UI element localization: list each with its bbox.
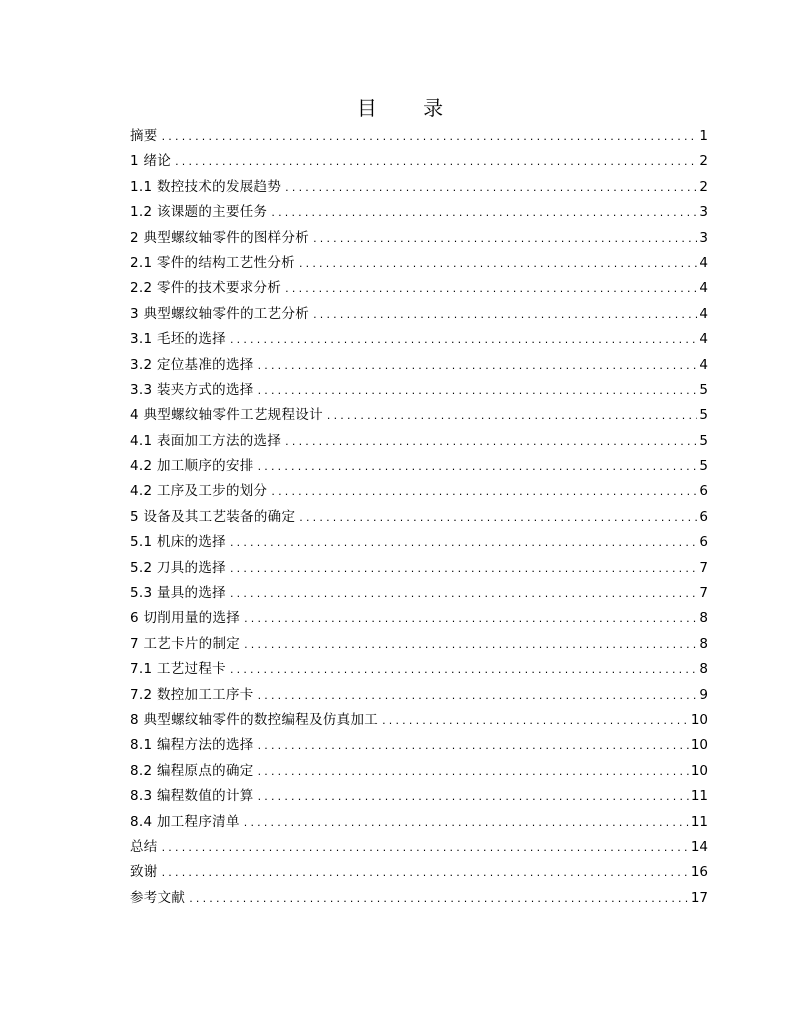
toc-entry: [130, 353, 708, 378]
toc-entry-page-number: 2: [699, 153, 708, 170]
toc-entry: [130, 733, 708, 758]
toc-dot-leader: [230, 327, 697, 352]
toc-entry-page-number: 14: [690, 838, 708, 855]
toc-entry-page-number: 8: [699, 610, 708, 627]
toc-entry-label: 参考文献: [130, 889, 186, 906]
toc-entry-label: 4.2 工序及工步的划分: [130, 483, 268, 500]
toc-entry-page-number: 5: [699, 407, 708, 424]
toc-entry: [130, 302, 708, 327]
toc-entry: [130, 454, 708, 479]
toc-entry: [130, 276, 708, 301]
toc-entry: [130, 327, 708, 352]
toc-dot-leader: [230, 556, 697, 581]
toc-dot-leader: [244, 810, 689, 835]
toc-entry-label: 4.1 表面加工方法的选择: [130, 432, 282, 449]
toc-entry-label: 总结: [130, 838, 158, 855]
toc-entry-page-number: 7: [699, 585, 708, 602]
toc-list: [130, 124, 708, 911]
toc-entry-label: 8.2 编程原点的确定: [130, 762, 254, 779]
toc-dot-leader: [271, 479, 697, 504]
toc-entry: [130, 606, 708, 631]
toc-entry-label: 摘要: [130, 128, 158, 144]
toc-dot-leader: [162, 860, 689, 885]
toc-entry-label: 2.2 零件的技术要求分析: [130, 280, 282, 297]
toc-dot-leader: [382, 708, 689, 733]
toc-dot-leader: [162, 835, 689, 860]
toc-dot-leader: [258, 353, 698, 378]
toc-dot-leader: [285, 175, 697, 200]
toc-entry-page-number: 10: [690, 711, 708, 728]
toc-entry-label: 5.3 量具的选择: [130, 585, 226, 602]
toc-entry-label: 8.3 编程数值的计算: [130, 788, 254, 805]
toc-entry: [130, 759, 708, 784]
toc-dot-leader: [230, 581, 697, 606]
toc-entry: [130, 632, 708, 657]
toc-entry: [130, 175, 708, 200]
toc-entry-label: 1.1 数控技术的发展趋势: [130, 178, 282, 195]
toc-dot-leader: [244, 606, 697, 631]
toc-entry-label: 8.4 加工程序清单: [130, 813, 240, 830]
toc-entry-label: 5 设备及其工艺装备的确定: [130, 508, 296, 525]
toc-entry: [130, 403, 708, 428]
toc-entry-page-number: 3: [699, 204, 708, 221]
toc-entry-page-number: 5: [699, 432, 708, 449]
toc-entry-label: 3.3 装夹方式的选择: [130, 381, 254, 398]
toc-entry-label: 2 典型螺纹轴零件的图样分析: [130, 229, 310, 246]
toc-entry-label: 3.1 毛坯的选择: [130, 331, 226, 348]
toc-dot-leader: [285, 429, 697, 454]
toc-entry: [130, 124, 708, 149]
toc-title: 目 录: [356, 96, 464, 120]
toc-entry: [130, 479, 708, 504]
toc-dot-leader: [299, 251, 697, 276]
toc-entry-label: 4.2 加工顺序的安排: [130, 458, 254, 475]
toc-entry: [130, 378, 708, 403]
toc-dot-leader: [271, 200, 697, 225]
toc-entry-page-number: 17: [690, 889, 708, 906]
toc-entry: [130, 657, 708, 682]
toc-entry-page-number: 7: [699, 559, 708, 576]
toc-dot-leader: [313, 302, 697, 327]
toc-entry: [130, 226, 708, 251]
toc-dot-leader: [313, 226, 697, 251]
toc-entry: [130, 251, 708, 276]
toc-entry: [130, 581, 708, 606]
toc-entry-page-number: 11: [690, 788, 708, 805]
toc-dot-leader: [299, 505, 697, 530]
toc-entry: [130, 810, 708, 835]
toc-dot-leader: [162, 124, 698, 149]
toc-entry: [130, 784, 708, 809]
toc-entry-label: 6 切削用量的选择: [130, 610, 241, 627]
toc-entry-page-number: 4: [699, 254, 708, 271]
toc-entry-label: 5.2 刀具的选择: [130, 559, 226, 576]
toc-entry: [130, 860, 708, 885]
toc-dot-leader: [258, 733, 689, 758]
toc-dot-leader: [258, 683, 698, 708]
toc-entry-page-number: 6: [699, 534, 708, 551]
toc-entry-page-number: 8: [699, 635, 708, 652]
toc-dot-leader: [189, 886, 689, 911]
toc-entry: [130, 683, 708, 708]
toc-entry: [130, 835, 708, 860]
toc-entry: [130, 530, 708, 555]
toc-entry-label: 8 典型螺纹轴零件的数控编程及仿真加工: [130, 711, 379, 728]
toc-entry-label: 8.1 编程方法的选择: [130, 737, 254, 754]
toc-entry-label: 致谢: [130, 864, 158, 881]
toc-entry: [130, 429, 708, 454]
toc-entry-page-number: 1: [699, 128, 708, 144]
toc-dot-leader: [230, 530, 697, 555]
toc-entry-label: 1 绪论: [130, 153, 172, 170]
toc-dot-leader: [258, 759, 689, 784]
toc-entry-page-number: 4: [699, 331, 708, 348]
toc-dot-leader: [327, 403, 698, 428]
toc-dot-leader: [258, 454, 698, 479]
toc-dot-leader: [258, 784, 689, 809]
toc-dot-leader: [230, 657, 697, 682]
toc-entry: [130, 149, 708, 174]
toc-entry-page-number: 4: [699, 280, 708, 297]
toc-entry-label: 4 典型螺纹轴零件工艺规程设计: [130, 407, 323, 424]
toc-entry-label: 7.2 数控加工工序卡: [130, 686, 254, 703]
toc-entry-page-number: 3: [699, 229, 708, 246]
toc-entry-page-number: 2: [699, 178, 708, 195]
toc-entry-label: 7 工艺卡片的制定: [130, 635, 241, 652]
toc-entry: [130, 708, 708, 733]
toc-entry-page-number: 6: [699, 483, 708, 500]
toc-entry: [130, 200, 708, 225]
toc-dot-leader: [175, 149, 697, 174]
toc-entry: [130, 505, 708, 530]
toc-entry-label: 2.1 零件的结构工艺性分析: [130, 254, 295, 271]
toc-entry-page-number: 16: [690, 864, 708, 881]
toc-entry-page-number: 10: [690, 737, 708, 754]
toc-dot-leader: [258, 378, 698, 403]
toc-entry-page-number: 10: [690, 762, 708, 779]
toc-entry-page-number: 4: [699, 356, 708, 373]
toc-entry-page-number: 4: [699, 305, 708, 322]
toc-entry-label: 3.2 定位基准的选择: [130, 356, 254, 373]
toc-entry-page-number: 8: [699, 661, 708, 678]
toc-entry-page-number: 5: [699, 458, 708, 475]
toc-entry-label: 3 典型螺纹轴零件的工艺分析: [130, 305, 310, 322]
toc-entry-label: 7.1 工艺过程卡: [130, 661, 226, 678]
toc-entry-label: 5.1 机床的选择: [130, 534, 226, 551]
toc-entry-label: 1.2 该课题的主要任务: [130, 204, 268, 221]
toc-entry: [130, 556, 708, 581]
toc-entry-page-number: 6: [699, 508, 708, 525]
toc-dot-leader: [244, 632, 697, 657]
toc-dot-leader: [285, 276, 697, 301]
toc-entry-page-number: 9: [699, 686, 708, 703]
toc-entry: [130, 886, 708, 911]
toc-entry-page-number: 11: [690, 813, 708, 830]
toc-entry-page-number: 5: [699, 381, 708, 398]
